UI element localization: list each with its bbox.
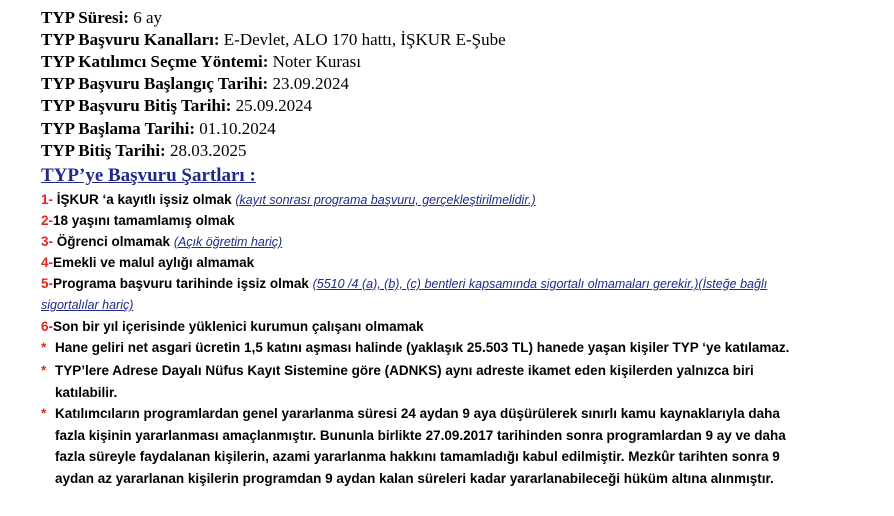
requirement-note: (5510 /4 (a), (b), (c) bentleri kapsamında sigortalı olmamaları gerekir.)(İsteğe bağlı bbox=[312, 277, 768, 291]
info-label: TYP Başlama Tarihi: bbox=[41, 119, 195, 138]
requirement-4 bbox=[41, 254, 254, 272]
info-value: E-Devlet, ALO 170 hattı, İŞKUR E-Şube bbox=[219, 30, 506, 49]
note-line: katılabilir. bbox=[55, 384, 118, 400]
info-label: TYP Katılımcı Seçme Yöntemi: bbox=[41, 52, 269, 71]
info-apply-end bbox=[41, 96, 312, 116]
note-line: fazla kişinin yararlanması amaçlanmıştır. Bununla birlikte 27.09.2017 tarihinden sonra programlardan 9 ay ve daha bbox=[55, 427, 786, 443]
info-end bbox=[41, 141, 246, 161]
note-duration bbox=[55, 403, 786, 489]
requirement-text: 18 yaşını tamamlamış olmak bbox=[53, 213, 235, 228]
requirement-3 bbox=[41, 233, 282, 251]
info-label: TYP Başvuru Bitiş Tarihi: bbox=[41, 96, 232, 115]
info-selection bbox=[41, 52, 361, 72]
requirement-note: sigortalılar hariç) bbox=[41, 298, 134, 312]
requirement-1 bbox=[41, 191, 536, 209]
note-line: TYP’lere Adrese Dayalı Nüfus Kayıt Sistemine göre (ADNKS) aynı adreste ikamet eden kişilerden yalnızca biri bbox=[55, 363, 754, 378]
info-start bbox=[41, 119, 276, 139]
note-line: aydan az yararlanan kişilerin programdan 9 aydan kalan süreleri kadar yararlanabileceği hüküm altına alınmıştır. bbox=[55, 470, 774, 486]
requirement-2 bbox=[41, 212, 235, 230]
note-household-income bbox=[55, 337, 789, 359]
note-bullet: * bbox=[41, 363, 47, 378]
info-value: 6 ay bbox=[129, 8, 163, 27]
requirement-number: 2- bbox=[41, 213, 54, 228]
requirement-number: 1- bbox=[41, 192, 54, 207]
requirement-text: Programa başvuru tarihinde işsiz olmak bbox=[53, 276, 313, 291]
requirement-text: Öğrenci olmamak bbox=[53, 234, 174, 249]
info-value: 28.03.2025 bbox=[165, 141, 247, 160]
note-line: Katılımcıların programlardan genel yararlanma süresi 24 aydan 9 aya düşürülerek sınırlı kamu kaynaklarıyla daha bbox=[55, 406, 780, 421]
requirement-number: 3- bbox=[41, 234, 54, 249]
info-duration bbox=[41, 8, 162, 28]
requirement-note: (Açık öğretim hariç) bbox=[173, 235, 283, 249]
requirement-number: 5- bbox=[41, 276, 54, 291]
requirement-number: 4- bbox=[41, 255, 54, 270]
requirement-number: 6- bbox=[41, 319, 54, 334]
info-channels bbox=[41, 30, 506, 50]
info-value: Noter Kurası bbox=[268, 52, 361, 71]
requirement-5-continued bbox=[41, 296, 133, 314]
info-label: TYP Süresi: bbox=[41, 8, 130, 27]
requirement-5 bbox=[41, 275, 767, 293]
info-label: TYP Başvuru Kanalları: bbox=[41, 30, 220, 49]
info-value: 25.09.2024 bbox=[231, 96, 313, 115]
info-label: TYP Başvuru Başlangıç Tarihi: bbox=[41, 74, 269, 93]
requirement-note: (kayıt sonrası programa başvuru, gerçekleştirilmelidir.) bbox=[235, 193, 536, 207]
requirement-text: İŞKUR ‘a kayıtlı işsiz olmak bbox=[53, 192, 236, 207]
note-bullet: * bbox=[41, 406, 47, 421]
info-label: TYP Bitiş Tarihi: bbox=[41, 141, 166, 160]
info-value: 23.09.2024 bbox=[268, 74, 349, 93]
note-line: Hane geliri net asgari ücretin 1,5 katını aşması halinde (yaklaşık 25.503 TL) hanede yaşan kişiler TYP ‘ye katılamaz. bbox=[55, 340, 790, 355]
info-apply-start bbox=[41, 74, 349, 94]
requirement-6 bbox=[41, 318, 424, 336]
note-bullet: * bbox=[41, 340, 47, 355]
requirement-text: Emekli ve malul aylığı almamak bbox=[53, 255, 255, 270]
requirement-text: Son bir yıl içerisinde yüklenici kurumun çalışanı olmamak bbox=[53, 319, 424, 334]
note-adnks bbox=[55, 360, 754, 403]
requirements-heading: TYP’ye Başvuru Şartları : bbox=[41, 165, 256, 186]
note-line: fazla süreyle faydalanan kişilerin, azami yararlanma hakkını tamamladığı kabul edilmiştir. Mezkûr tarihten sonra 9 bbox=[55, 449, 780, 464]
info-value: 01.10.2024 bbox=[194, 119, 276, 138]
